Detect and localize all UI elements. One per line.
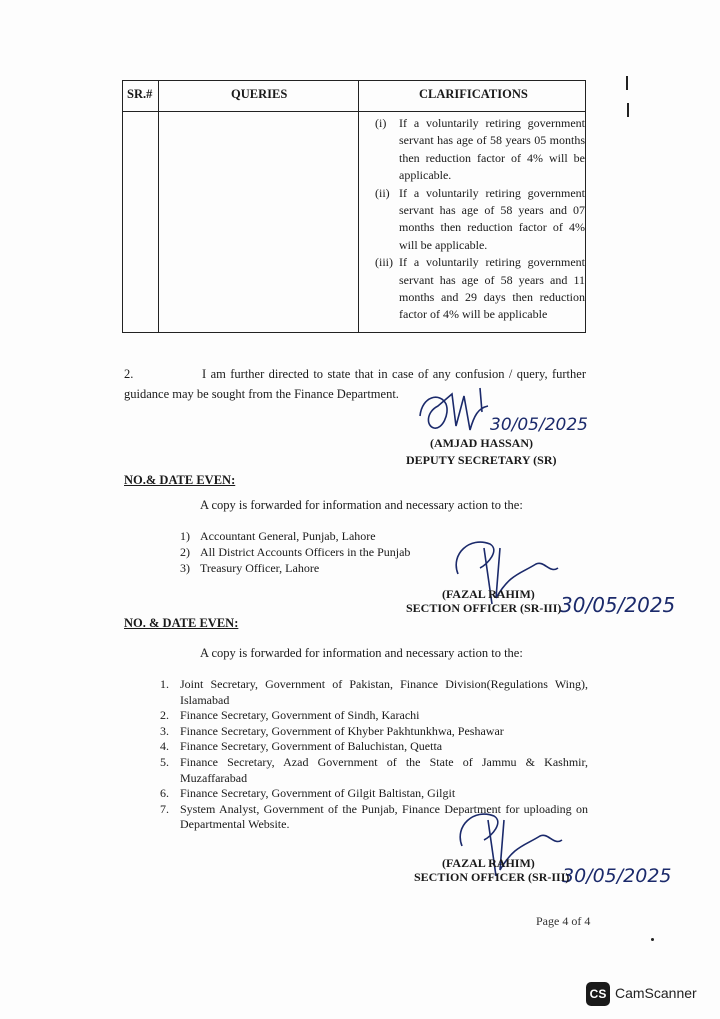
list-text: Finance Secretary, Government of Baluchistan, Quetta	[180, 739, 443, 754]
camscanner-logo-icon: CS	[586, 982, 610, 1006]
clarification-item	[375, 254, 585, 324]
clarification-num: (ii)	[375, 185, 390, 200]
clarification-text: If a voluntarily retiring government servant has age of 58 years and 11 months and 29 days then reduction factor of 4% will be applicable	[399, 255, 585, 322]
signatory-name: (FAZAL RAHIM)	[442, 587, 535, 601]
list-text: Finance Secretary, Government of Gilgit Baltistan, Gilgit	[180, 786, 456, 801]
list-item	[160, 677, 588, 708]
handwritten-date-1	[490, 408, 600, 438]
list-item	[160, 755, 588, 786]
header-sr: SR.#	[127, 87, 153, 101]
clarifications-cell	[375, 115, 585, 324]
signatory-name: (AMJAD HASSAN)	[430, 436, 533, 450]
ref-heading: NO. & DATE EVEN:	[124, 616, 239, 630]
signatory-title: DEPUTY SECRETARY (SR)	[406, 453, 557, 467]
list-item	[160, 786, 588, 802]
copy-forward-text: A copy is forwarded for information and necessary action to the:	[200, 646, 523, 660]
handwritten-date-text: 30/05/2025	[490, 415, 588, 435]
list-item	[160, 724, 588, 740]
signatory-title: SECTION OFFICER (SR-III)	[406, 601, 562, 615]
header-clarifications: CLARIFICATIONS	[419, 87, 528, 101]
list-num: 1.	[160, 677, 169, 691]
clarification-text: If a voluntarily retiring government servant has age of 58 years and 07 months then reduction factor of 4% will be applicable.	[399, 185, 585, 252]
list-text: Accountant General, Punjab, Lahore	[200, 529, 376, 543]
list-num: 3.	[160, 723, 169, 738]
list-text: System Analyst, Government of the Punjab, Finance Department for uploading on Departmental Website.	[180, 801, 588, 832]
sr-column	[123, 81, 159, 332]
list-num: 2.	[160, 708, 169, 723]
list-item	[180, 528, 410, 544]
clarification-num: (i)	[375, 116, 387, 130]
handwritten-date-text: 30/05/2025	[560, 593, 676, 617]
scan-speck	[651, 938, 654, 941]
scan-edge-mark	[626, 76, 628, 90]
paragraph-number: 2.	[124, 367, 134, 381]
list-num: 6.	[160, 786, 169, 801]
list-item	[160, 739, 588, 755]
page-number: Page 4 of 4	[536, 914, 591, 928]
list-text: Finance Secretary, Government of Sindh, Karachi	[180, 708, 420, 723]
clarifications-table	[122, 80, 586, 333]
list-item	[160, 708, 588, 724]
list-text: Finance Secretary, Government of Khyber Pakhtunkhwa, Peshawar	[180, 723, 504, 738]
list-text: All District Accounts Officers in the Punjab	[200, 545, 411, 559]
list-num: 1)	[180, 529, 190, 543]
header-queries: QUERIES	[231, 87, 288, 101]
list-item	[180, 544, 410, 560]
list-text: Joint Secretary, Government of Pakistan, Finance Division(Regulations Wing), Islamabad	[180, 677, 588, 707]
queries-column	[161, 81, 359, 332]
signatory-title: SECTION OFFICER (SR-III)	[414, 870, 570, 884]
clarification-num: (iii)	[375, 255, 393, 270]
camscanner-watermark: CamScanner	[615, 985, 697, 1001]
handwritten-date-text: 30/05/2025	[562, 865, 672, 887]
list-num: 5.	[160, 754, 169, 769]
handwritten-date-3	[562, 856, 682, 896]
list-num: 4.	[160, 739, 169, 754]
paragraph-text: I am further directed to state that in case of any confusion / query, further guidance may be sought from the Finance Department.	[124, 367, 586, 401]
ref-heading: NO.& DATE EVEN:	[124, 473, 236, 487]
list-text: Finance Secretary, Azad Government of the State of Jammu & Kashmir, Muzaffarabad	[180, 754, 588, 785]
handwritten-date-2	[560, 586, 680, 626]
list-num: 2)	[180, 545, 190, 559]
distribution-list	[180, 528, 410, 576]
list-text: Treasury Officer, Lahore	[200, 561, 320, 575]
table-header-divider	[123, 111, 585, 112]
clarification-item	[375, 185, 585, 255]
list-num: 3)	[180, 561, 190, 575]
list-num: 7.	[160, 801, 169, 816]
scan-edge-mark	[627, 103, 629, 117]
list-item	[180, 560, 410, 576]
clarification-text: If a voluntarily retiring government servant has age of 58 years 05 months then reduction factor of 4% will be applicable.	[399, 116, 585, 183]
signatory-name: (FAZAL RAHIM)	[442, 856, 535, 870]
clarification-item	[375, 115, 585, 185]
copy-forward-text: A copy is forwarded for information and necessary action to the:	[200, 498, 523, 512]
